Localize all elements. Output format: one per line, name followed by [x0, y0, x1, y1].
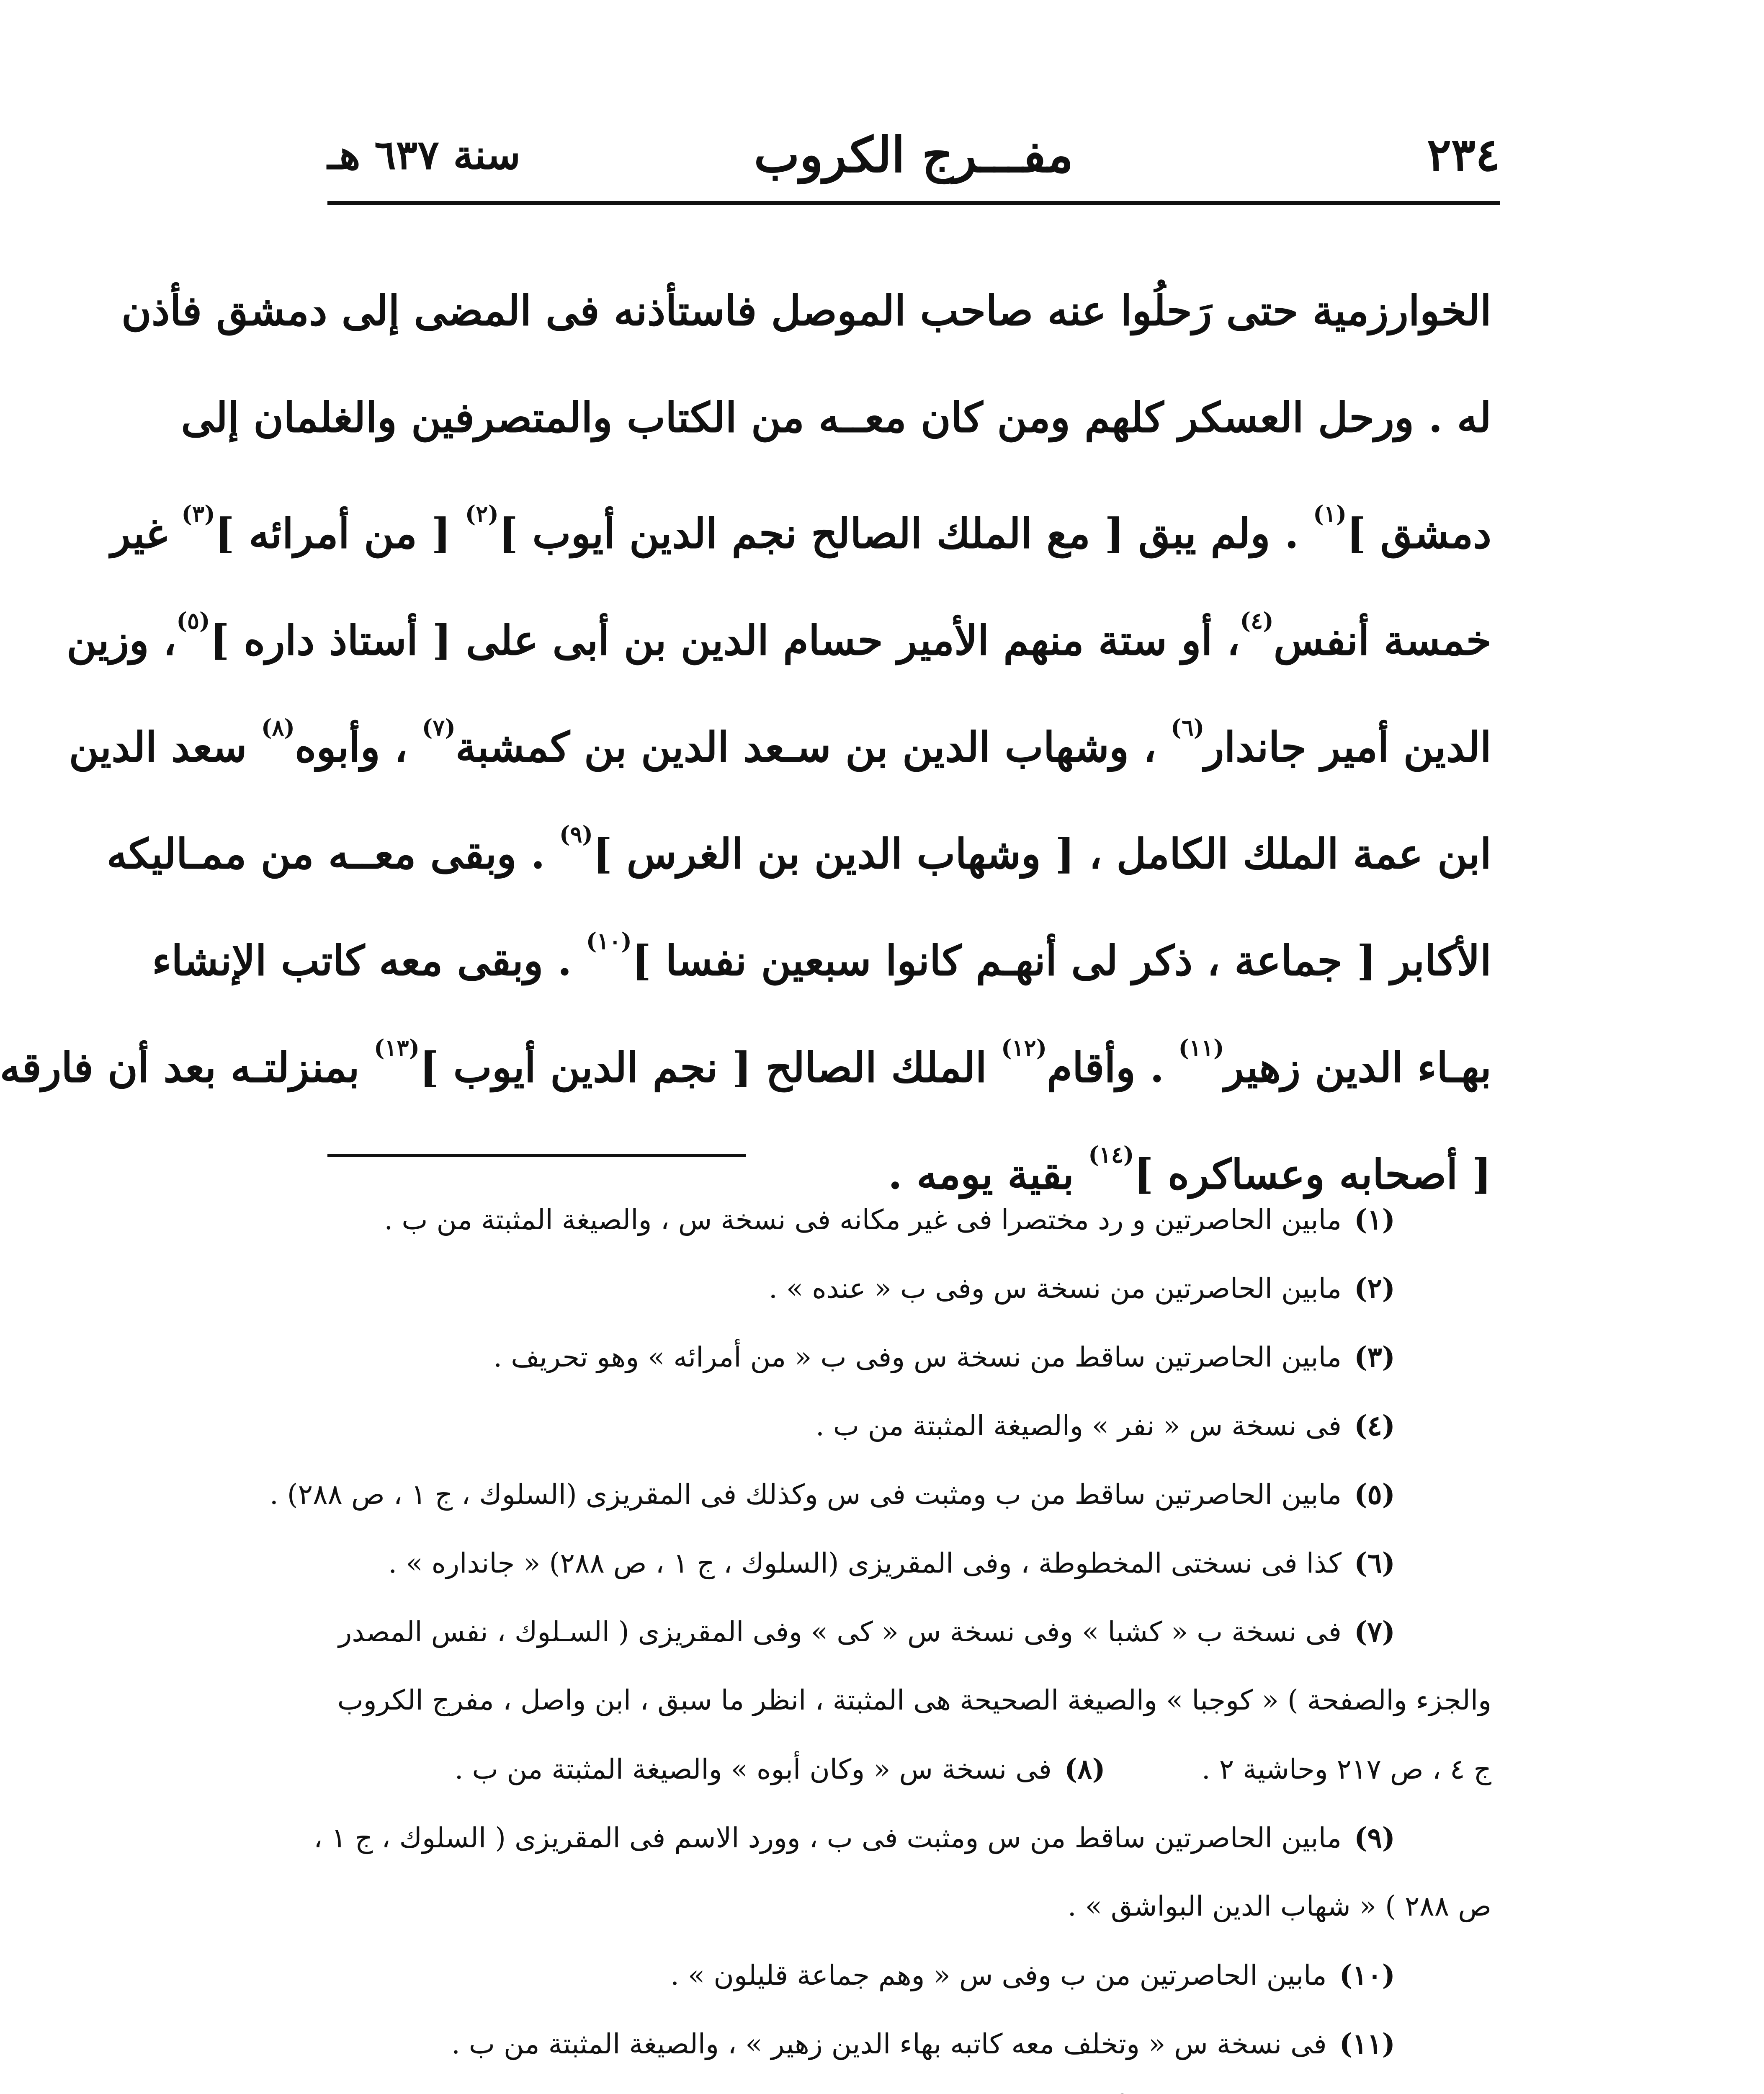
footnote-marker: (٩) — [559, 821, 593, 848]
footnote-number: (٢) — [1354, 1272, 1395, 1305]
footnote-line — [344, 1391, 1491, 1460]
footnote-number: (٥) — [1354, 1478, 1395, 1511]
footnote-marker: (١٠) — [586, 928, 632, 954]
footnote-text: مابين الحاصرتين ساقط من نسخة س وفى ب « من أمرائه » وهو تحريف . — [493, 1341, 1342, 1373]
footnote-number: (٤) — [1354, 1409, 1395, 1442]
footnote-line — [344, 1529, 1491, 1597]
text-segment: الأكابر [ جماعة ، ذكر لى أنهـم كانوا سبعين نفسا ] — [631, 937, 1491, 985]
page-number: ٢٣٤ — [1427, 129, 1500, 181]
text-line — [152, 875, 1491, 985]
footnote-number: (٩) — [1354, 1821, 1395, 1854]
footnote-text: مابين الحاصرتين و رد مختصرا فى غير مكانه فى نسخة س ، والصيغة المثبتة من ب . — [384, 1204, 1342, 1236]
footnote-text: والجزء والصفحة ) « كوجبا » والصيغة الصحيحة هى المثبتة ، انظر ما سبق ، ابن واصل ، مفرج الكروب — [337, 1684, 1491, 1716]
footnote-line — [337, 1666, 1491, 1735]
footnote-line — [338, 1597, 1491, 1666]
text-segment: ، وزين — [67, 616, 177, 665]
footnote-text: كذا فى نسختى المخطوطة ، وفى المقريزى (السلوك ، ج ١ ، ص ٢٨٨) « جانداره » . — [388, 1547, 1342, 1579]
text-segment: [ أصحابه وعساكره ] — [1134, 1150, 1491, 1199]
text-segment: بهـاء الدين زهير — [1224, 1044, 1491, 1092]
footnote-text: فى نسخة س « نفر » والصيغة المثبتة من ب . — [815, 1410, 1342, 1442]
text-segment: سعد الدين — [69, 723, 261, 771]
footnote-text: فى نسخة س « وكان أبوه » والصيغة المثبتة من ب . — [454, 1753, 1052, 1785]
text-segment: ، وأبوه — [295, 723, 422, 771]
footnote-marker: (٦) — [1171, 714, 1205, 741]
text-segment: . وبقى معــه من ممـاليكه — [106, 830, 559, 878]
text-segment: ، أو ستة منهم الأمير حسام الدين بن أبى على [ أستاذ داره ] — [210, 616, 1240, 665]
footnote-marker: (١٣) — [373, 1034, 420, 1061]
footnote-text: ج ٤ ، ص ٢١٧ وحاشية ٢ . — [1201, 1753, 1491, 1785]
text-segment: ابن عمة الملك الكامل ، [ وشهاب الدين بن الغرس ] — [593, 830, 1491, 878]
text-segment: غير — [111, 510, 182, 558]
book-title: مفـــرج الكروب — [754, 126, 1074, 183]
text-segment: الملك الصالح [ نجم الدين أيوب ] — [420, 1044, 1002, 1092]
text-segment: دمشق ] — [1347, 510, 1491, 558]
footnote-number: (٨) — [1064, 1753, 1105, 1785]
footnote-number: (٧) — [1354, 1615, 1395, 1648]
footnote-separator — [327, 1154, 746, 1157]
text-line — [67, 555, 1491, 665]
text-segment: [ من أمرائه ] — [215, 510, 465, 558]
main-text — [0, 235, 1491, 1199]
footnote-line — [344, 1254, 1491, 1323]
footnote-line — [344, 2009, 1491, 2078]
text-segment: له . ورحل العسكر كلهم ومن كان معــه من الكتاب والمتصرفين والغلمان إلى — [181, 394, 1491, 442]
footnote-marker: (٨) — [261, 714, 295, 741]
text-segment: . ولم يبق [ مع الملك الصالح نجم الدين أيوب ] — [498, 510, 1313, 558]
footnote-number: (١٠) — [1339, 1959, 1395, 1991]
footnote-line — [344, 2078, 1491, 2094]
footnote-line — [344, 1185, 1491, 1254]
footnote-number: (٦) — [1354, 1547, 1395, 1579]
footnote-line — [344, 1872, 1491, 1941]
footnote-text: فى نسخة س « وتخلف معه كاتبه بهاء الدين زهير » ، والصيغة المثبتة من ب . — [451, 2028, 1327, 2060]
footnote-marker: (١) — [1313, 500, 1347, 527]
footnote-number: (١) — [1354, 1203, 1395, 1236]
running-head — [327, 121, 1500, 188]
footnote-text: مابين الحاصرتين ساقط من ب ومثبت فى س وكذلك فى المقريزى (السلوك ، ج ١ ، ص ٢٨٨) . — [269, 1478, 1342, 1511]
text-segment: بمنزلتـه بعد أن فارقه — [0, 1044, 374, 1092]
footnote-marker: (١٢) — [1001, 1034, 1047, 1061]
text-segment: . وأقام — [1047, 1044, 1179, 1092]
text-segment: الدين أمير جاندار — [1204, 723, 1491, 771]
text-segment: ، وشهاب الدين بن سـعد الدين بن كمشبة — [455, 723, 1171, 771]
text-line — [106, 768, 1491, 878]
footnote-line — [344, 1941, 1491, 2009]
text-line — [121, 235, 1491, 341]
text-line — [181, 341, 1491, 448]
footnote-number: (٣) — [1354, 1341, 1395, 1373]
footnote-line — [269, 1460, 1491, 1529]
text-segment: الخوارزمية حتى رَحلُوا عنه صاحب الموصل فاستأذنه فى المضى إلى دمشق فأذن — [121, 287, 1491, 335]
text-segment: بقية يومه . — [888, 1150, 1089, 1199]
footnote-marker: (١١) — [1178, 1034, 1224, 1061]
year-label: سنة ٦٣٧ هـ — [327, 131, 521, 178]
footnote-text: فى نسخة ب « كشبا » وفى نسخة س « كى » وفى المقريزى ( السـلوك ، نفس المصدر — [338, 1616, 1342, 1648]
footnote-number: (١١) — [1339, 2027, 1395, 2060]
text-segment: خمسة أنفس — [1273, 616, 1491, 665]
footnote-marker: (٢) — [465, 500, 499, 527]
footnote-marker: (٣) — [181, 500, 215, 527]
footnote-line — [313, 1803, 1491, 1872]
footnote-marker: (٧) — [422, 714, 456, 741]
text-line — [69, 662, 1491, 771]
footnote-marker: (٥) — [176, 607, 210, 634]
text-line — [0, 982, 1491, 1092]
footnote-marker: (٤) — [1240, 607, 1274, 634]
text-line — [111, 448, 1491, 558]
footnote-line — [344, 1323, 1491, 1391]
text-line — [336, 1089, 1491, 1199]
footnote-text: مابين الحاصرتين ساقط من س ومثبت فى ب ، وورد الاسم فى المقريزى ( السلوك ، ج ١ ، — [313, 1822, 1342, 1854]
footnote-text: مابين الحاصرتين من ب وفى س « وهم جماعة قليلون » . — [670, 1959, 1327, 1991]
footnote-text: مابين الحاصرتين من نسخة س وفى ب « عنده » . — [768, 1272, 1342, 1305]
footnotes — [269, 1185, 1491, 2094]
footnote-text: ص ٢٨٨ ) « شهاب الدين البواشق » . — [1067, 1890, 1491, 1922]
footnote-line — [344, 1735, 1491, 1803]
footnote-marker: (١٤) — [1088, 1141, 1134, 1168]
text-segment: . وبقى معه كاتب الإنشاء — [152, 937, 586, 985]
header-rule — [327, 201, 1500, 205]
